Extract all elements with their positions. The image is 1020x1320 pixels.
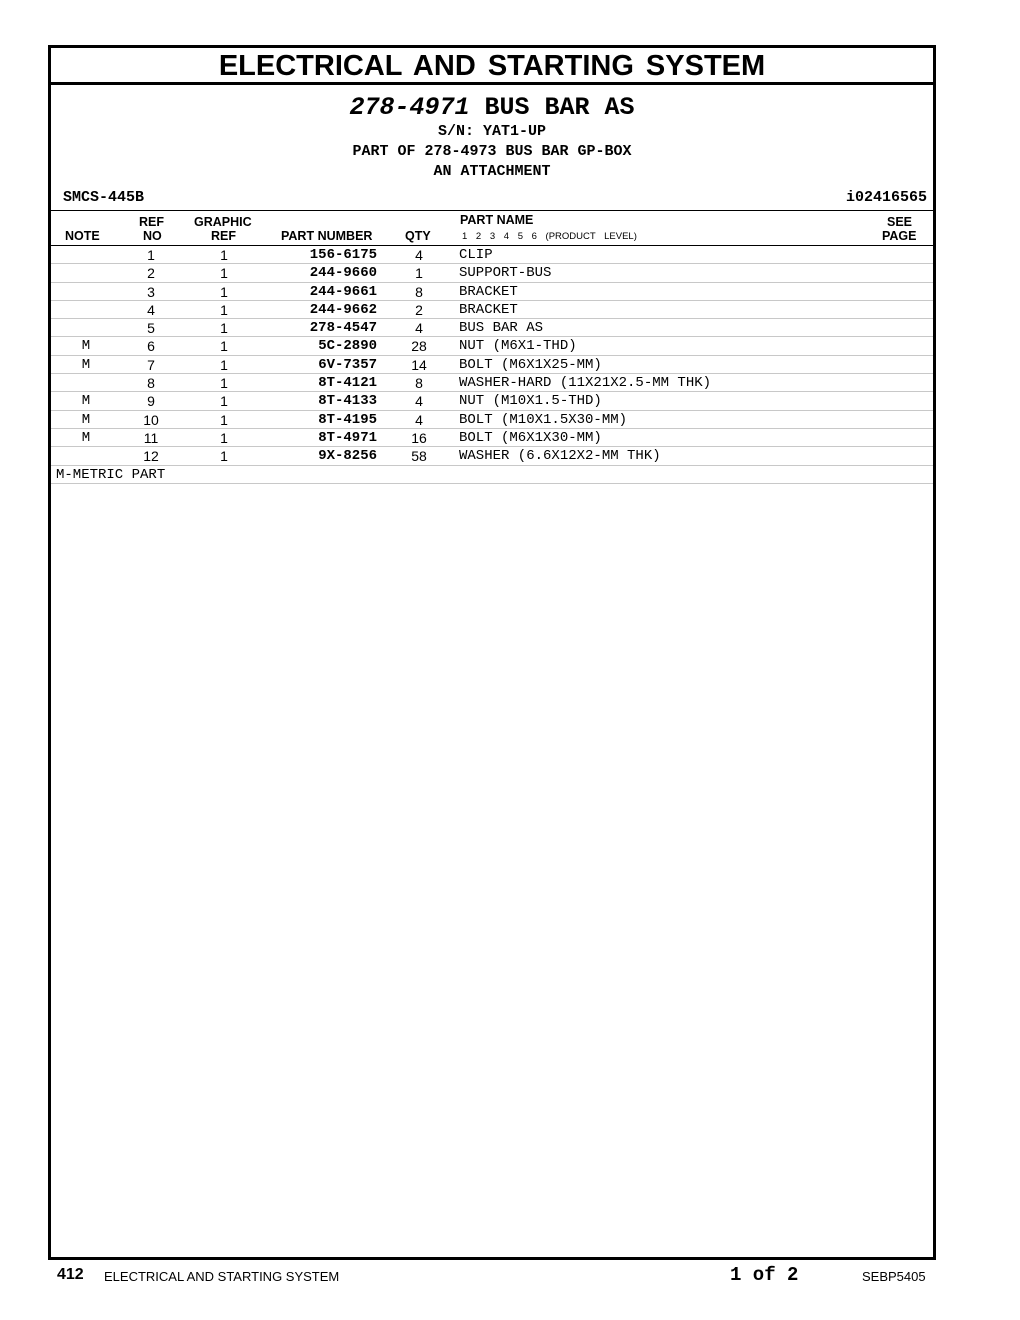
smcs-code: SMCS-445B xyxy=(63,189,145,206)
ref-no-cell: 10 xyxy=(143,411,159,428)
graphic-ref-cell: 1 xyxy=(220,338,228,355)
part-number-cell: 8T-4121 xyxy=(318,375,377,392)
graphic-ref-cell: 1 xyxy=(220,320,228,337)
part-name-cell: BRACKET xyxy=(459,283,518,300)
page-footer xyxy=(0,1264,1020,1288)
col-product-levels: 1 2 3 4 5 6 (PRODUCT LEVEL) xyxy=(462,231,637,242)
graphic-ref-cell: 1 xyxy=(220,356,228,373)
part-number-cell: 8T-4133 xyxy=(318,393,377,410)
graphic-ref-cell: 1 xyxy=(220,393,228,410)
qty-cell: 8 xyxy=(415,283,423,300)
col-ref-top: REF xyxy=(139,215,164,229)
assembly-part-number: 278-4971 xyxy=(349,93,470,122)
col-graphic-bottom: REF xyxy=(211,229,236,243)
part-number-cell: 244-9661 xyxy=(309,283,377,300)
qty-cell: 4 xyxy=(415,393,423,410)
part-name-cell: CLIP xyxy=(459,247,493,263)
graphic-ref-cell: 1 xyxy=(220,411,228,428)
part-number-cell: 244-9660 xyxy=(309,265,377,282)
graphic-ref-cell: 1 xyxy=(220,265,228,282)
footnote-row xyxy=(51,466,933,484)
part-number-cell: 278-4547 xyxy=(309,320,377,337)
qty-cell: 4 xyxy=(415,320,423,337)
part-number-cell: 244-9662 xyxy=(309,301,377,318)
part-name-cell: BOLT (M10X1.5X30-MM) xyxy=(459,411,628,428)
qty-cell: 8 xyxy=(415,375,423,392)
graphic-ref-cell: 1 xyxy=(220,448,228,465)
note-cell: M xyxy=(81,411,91,428)
graphic-ref-cell: 1 xyxy=(220,375,228,392)
table-row xyxy=(51,283,933,301)
qty-cell: 2 xyxy=(415,301,423,318)
ref-no-cell: 11 xyxy=(143,429,159,446)
ref-no-cell: 6 xyxy=(147,338,155,355)
col-part-name: PART NAME xyxy=(460,213,534,227)
col-see-bottom: PAGE xyxy=(882,229,917,243)
ref-no-cell: 8 xyxy=(147,375,155,392)
serial-range: S/N: YAT1-UP xyxy=(437,123,547,140)
table-row xyxy=(51,411,933,429)
qty-cell: 58 xyxy=(411,448,427,465)
part-name-cell: BUS BAR AS xyxy=(459,320,544,337)
part-name-cell: BRACKET xyxy=(459,301,518,318)
qty-cell: 4 xyxy=(415,247,423,263)
col-part-number: PART NUMBER xyxy=(281,229,373,243)
table-row xyxy=(51,447,933,465)
footer-page-of: 1 of 2 xyxy=(730,1264,799,1286)
col-note: NOTE xyxy=(65,229,100,243)
qty-cell: 4 xyxy=(415,411,423,428)
assembly-title xyxy=(51,93,933,122)
ref-no-cell: 9 xyxy=(147,393,155,410)
page-frame xyxy=(48,45,936,1260)
part-number-cell: 8T-4195 xyxy=(318,411,377,428)
page-title: ELECTRICAL AND STARTING SYSTEM xyxy=(51,48,933,85)
ref-no-cell: 12 xyxy=(143,448,159,465)
part-name-cell: WASHER (6.6X12X2-MM THK) xyxy=(459,448,661,465)
table-row xyxy=(51,264,933,282)
table-row xyxy=(51,319,933,337)
part-number-cell: 9X-8256 xyxy=(318,448,377,465)
part-name-cell: BOLT (M6X1X25-MM) xyxy=(459,356,602,373)
ref-no-cell: 7 xyxy=(147,356,155,373)
qty-cell: 14 xyxy=(411,356,427,373)
table-row xyxy=(51,374,933,392)
part-name-cell: NUT (M10X1.5-THD) xyxy=(459,393,602,410)
part-number-cell: 8T-4971 xyxy=(318,429,377,446)
table-row xyxy=(51,429,933,447)
graphic-ref-cell: 1 xyxy=(220,429,228,446)
ref-no-cell: 4 xyxy=(147,301,155,318)
ref-no-cell: 3 xyxy=(147,283,155,300)
part-number-cell: 156-6175 xyxy=(309,247,377,263)
qty-cell: 28 xyxy=(411,338,427,355)
note-cell: M xyxy=(81,393,91,410)
part-name-cell: SUPPORT-BUS xyxy=(459,265,552,282)
table-row xyxy=(51,301,933,319)
part-number-cell: 5C-2890 xyxy=(318,338,377,355)
note-cell: M xyxy=(81,338,91,355)
column-headers xyxy=(51,210,933,246)
graphic-ref-cell: 1 xyxy=(220,283,228,300)
note-cell: M xyxy=(81,356,91,373)
part-name-cell: NUT (M6X1-THD) xyxy=(459,338,577,355)
assembly-description: BUS BAR AS xyxy=(484,93,635,122)
footer-page-number: 412 xyxy=(57,1266,84,1283)
table-row xyxy=(51,246,933,264)
qty-cell: 16 xyxy=(411,429,427,446)
part-name-cell: WASHER-HARD (11X21X2.5-MM THK) xyxy=(459,375,712,392)
ref-no-cell: 1 xyxy=(147,247,155,263)
metric-footnote: M-METRIC PART xyxy=(56,466,166,483)
parent-group: PART OF 278-4973 BUS BAR GP-BOX xyxy=(352,143,632,160)
col-qty: QTY xyxy=(405,229,431,243)
graphic-ref-cell: 1 xyxy=(220,301,228,318)
qty-cell: 1 xyxy=(415,265,423,282)
part-number-cell: 6V-7357 xyxy=(318,356,377,373)
col-ref-bottom: NO xyxy=(143,229,162,243)
table-row xyxy=(51,337,933,355)
parts-list xyxy=(51,246,933,466)
footer-document-id: SEBP5405 xyxy=(862,1269,926,1284)
table-row xyxy=(51,392,933,410)
part-name-cell: BOLT (M6X1X30-MM) xyxy=(459,429,602,446)
assembly-heading xyxy=(51,85,933,210)
attachment-note: AN ATTACHMENT xyxy=(433,163,551,180)
graphic-ref-cell: 1 xyxy=(220,247,228,263)
ref-no-cell: 5 xyxy=(147,320,155,337)
table-row xyxy=(51,356,933,374)
col-graphic-top: GRAPHIC xyxy=(194,215,252,229)
note-cell: M xyxy=(81,429,91,446)
ref-no-cell: 2 xyxy=(147,265,155,282)
footer-section: ELECTRICAL AND STARTING SYSTEM xyxy=(104,1269,340,1284)
col-see-top: SEE xyxy=(887,215,913,229)
illustration-id: i02416565 xyxy=(845,189,927,206)
